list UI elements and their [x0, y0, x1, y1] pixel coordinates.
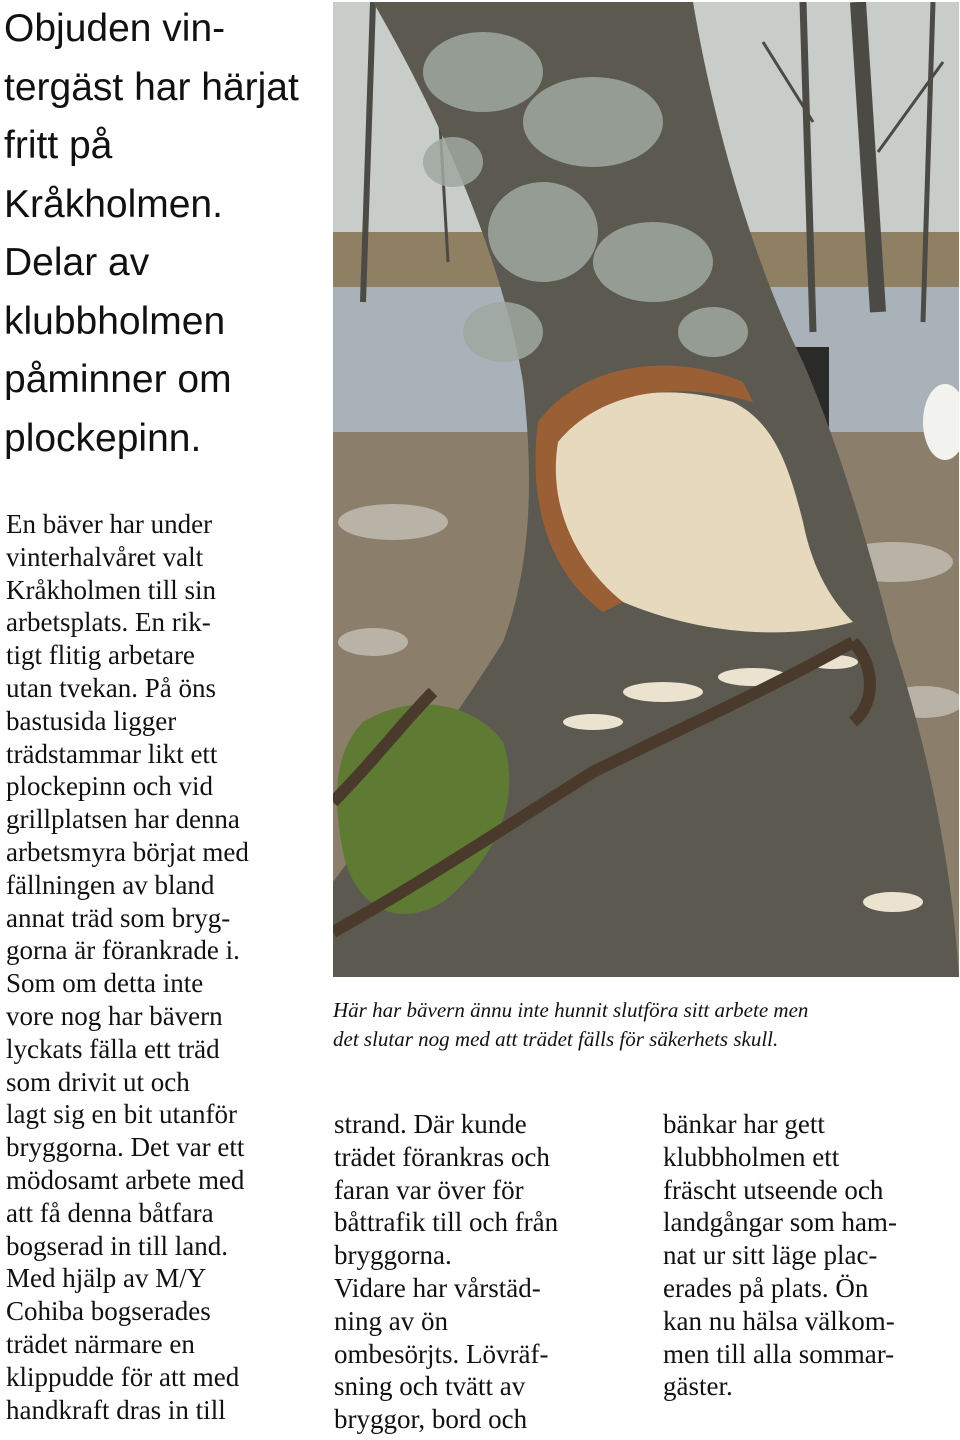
article-headline: Objuden vin- tergäst har härjat fritt på Kråkholmen. Delar av klubbholmen påminner om plockepinn. [4, 7, 299, 460]
article-body-column-1: En bäver har under vinterhalvåret valt Kråkholmen till sin arbetsplats. En rik- tigt flitig arbetare utan tvekan. På öns bastusida ligger trädstammar likt ett plockepinn och vid grillplatsen har denna arbetsmyra börjat med fällningen av bland annat träd som bryg- gorna är förankrade i. Som om detta inte vore nog har bävern lyckats fälla ett träd som drivit ut och lagt sig en bit utanför bryggorna. Det var ett mödosamt arbete med att få denna båtfara bogserad in till land. Med hjälp av M/Y Cohiba bogserades trädet närmare en klippudde för att med handkraft dras in till [6, 509, 249, 1425]
article-body-column-3: bänkar har gett klubbholmen ett fräscht utseende och landgångar som ham- nat ur sitt läge plac- erades på plats. Ön kan nu hälsa välkom- men till alla sommar- gäster. [663, 1109, 897, 1402]
photo-caption: Här har bävern ännu inte hunnit slutföra sitt arbete men det slutar nog med att trädet fälls för säkerhets skull. [333, 998, 809, 1051]
beaver-tree-photo [333, 2, 959, 977]
article-body-column-2: strand. Där kunde trädet förankras och faran var över för båttrafik till och från bryggorna. Vidare har vårstäd- ning av ön ombesörjts. Lövräf- sning och tvätt av bryggor, bord och [334, 1109, 559, 1435]
